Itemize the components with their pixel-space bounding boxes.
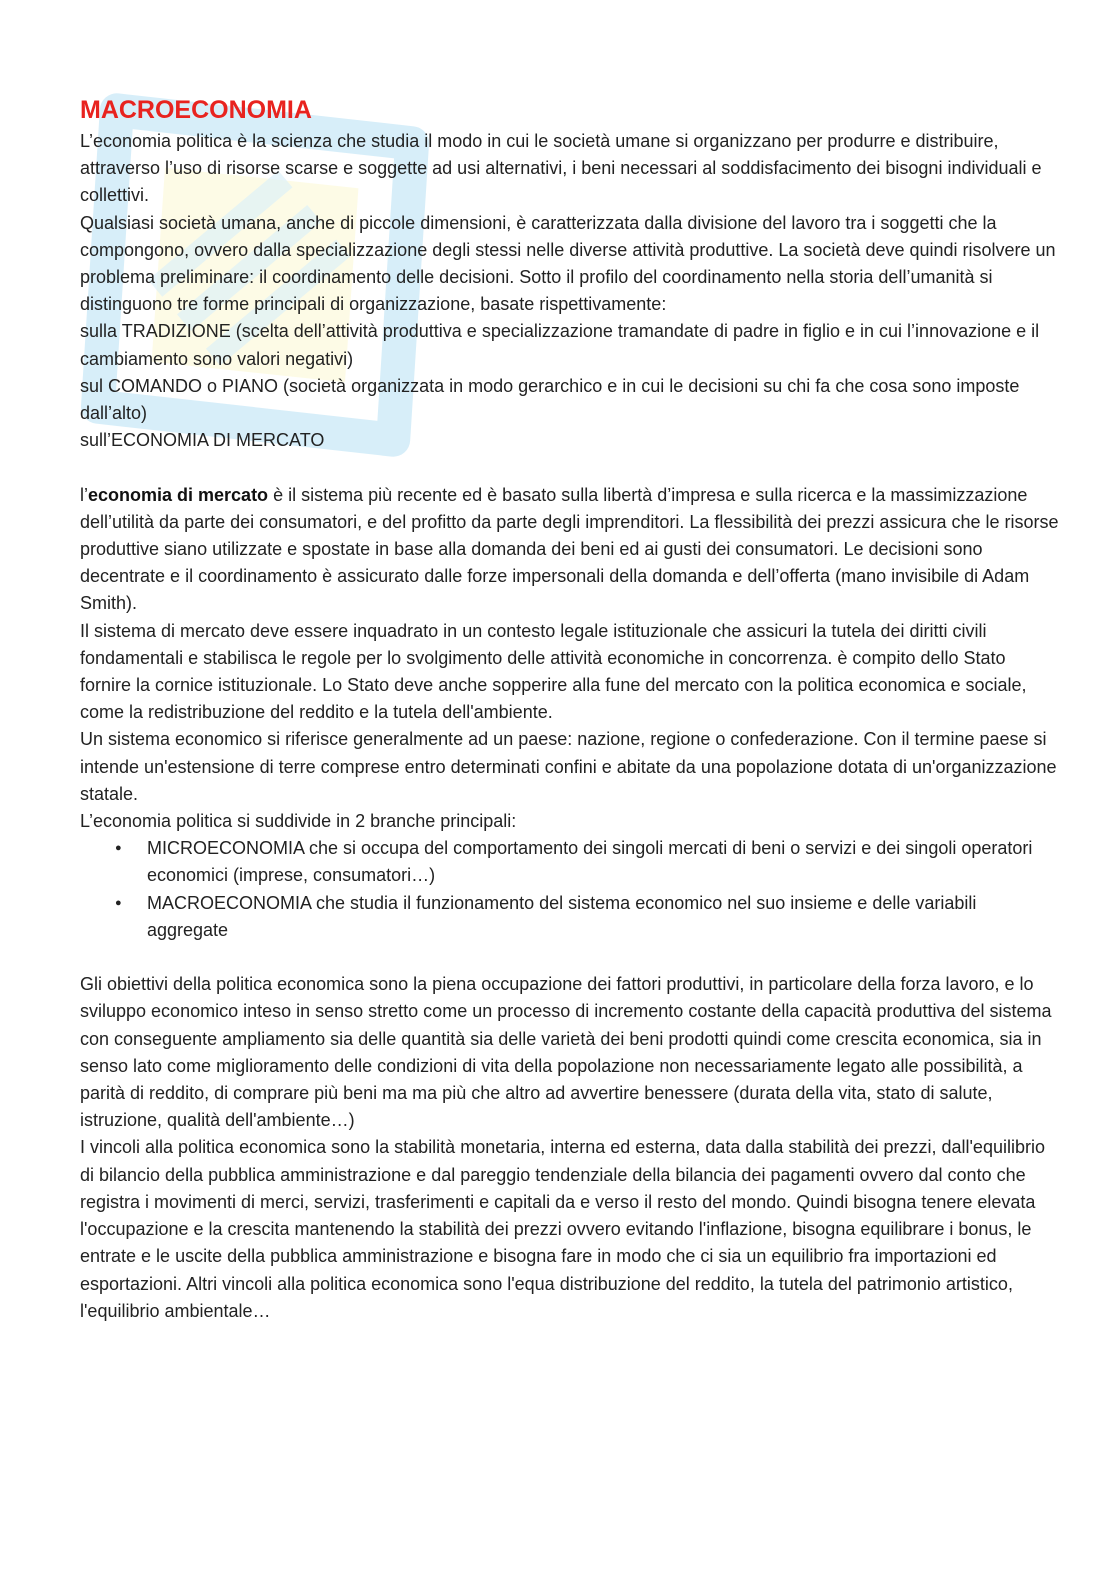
spacer <box>80 944 1060 971</box>
market-prefix: l’ <box>80 484 88 505</box>
paragraph-institutional-context: Il sistema di mercato deve essere inquadrato in un contesto legale istituzionale che assicuri la tutela dei diritti civili fondamentali e stabilisca le regole per lo svolgimento delle attività economiche in concorrenza. è compito dello Stato fornire la cornice istituzionale. Lo Stato deve anche sopperire alla fune del mercato con la politica economica e sociale, come la redistribuzione del reddito e la tutela dell'ambiente. <box>80 620 1027 723</box>
paragraph-policy-objectives: Gli obiettivi della politica economica sono la piena occupazione dei fattori produttivi, in particolare della forza lavoro, e lo sviluppo economico inteso in senso stretto come un processo di incremento costante della capacità produttiva del sistema con conseguente ampliamento sia delle quantità sia delle varietà dei beni prodotti quindi come crescita economica, sia in senso lato come miglioramento delle condizioni di vita della popolazione non necessariamente legato alle possibilità, a parità di reddito, di comprare più beni ma ma più che altro ad avvertire benessere (durata della vita, stato di salute, istruzione, qualità dell'ambiente…) <box>80 974 1052 1131</box>
document-page <box>80 92 1060 1325</box>
paragraph-branches-intro: L’economia politica si suddivide in 2 branche principali: <box>80 811 517 832</box>
paragraph-division-of-labour: Qualsiasi società umana, anche di piccole dimensioni, è caratterizzata dalla divisione del lavoro tra i soggetti che la compongono, ovvero dalla specializzazione degli stessi nelle diverse attività produttive. La società deve quindi risolvere un problema preliminare: il coordinamento delle decisioni. Sotto il profilo del coordinamento nella storia dell’umanità si distinguono tre forme principali di organizzazione, basate rispettivamente: <box>80 212 1056 315</box>
paragraph-market-economy <box>80 482 1060 618</box>
branches-list <box>80 835 1060 944</box>
page-title: MACROECONOMIA <box>80 96 312 124</box>
list-item-microeconomia: ● MICROECONOMIA che si occupa del comportamento dei singoli mercati di beni o servizi e dei singoli operatori economici (imprese, consumatori…) <box>147 835 1060 889</box>
organization-command: sul COMANDO o PIANO (società organizzata in modo gerarchico e in cui le decisioni su chi fa che cosa sono imposte dall’alto) <box>80 375 1020 424</box>
market-economy-term: economia di mercato <box>88 484 269 505</box>
market-description: è il sistema più recente ed è basato sulla libertà d’impresa e sulla ricerca e la massimizzazione dell’utilità da parte dei consumatori, e del profitto da parte degli imprenditori. La flessibilità dei prezzi assicura che le risorse produttive siano utilizzate e spostate in base alla domanda dei beni ed ai gusti dei consumatori. Le decisioni sono decentrate e il coordinamento è assicurato dalle forze impersonali della domanda e dell’offerta (mano invisibile di Adam Smith). <box>80 484 1059 614</box>
list-item-macroeconomia: ● MACROECONOMIA che studia il funzionamento del sistema economico nel suo insieme e delle variabili aggregate <box>147 890 1060 944</box>
paragraph-policy-constraints: I vincoli alla politica economica sono la stabilità monetaria, interna ed esterna, data dalla stabilità dei prezzi, dall'equilibrio di bilancio della pubblica amministrazione e dal pareggio tendenziale della bilancia dei pagamenti ovvero dal conto che registra i movimenti di merci, servizi, trasferimenti e capitali da e verso il resto del mondo. Quindi bisogna tenere elevata l'occupazione e la crescita mantenendo la stabilità dei prezzi ovvero evitando l'inflazione, bisogna equilibrare i bonus, le entrate e le uscite della pubblica amministrazione e bisogna fare in modo che ci sia un equilibrio fra importazioni ed esportazioni. Altri vincoli alla politica economica sono l'equa distribuzione del reddito, la tutela del patrimonio artistico, l'equilibrio ambientale… <box>80 1137 1045 1321</box>
organization-market: sull’ECONOMIA DI MERCATO <box>80 430 325 451</box>
paragraph-economic-system: Un sistema economico si riferisce generalmente ad un paese: nazione, regione o confederazione. Con il termine paese si intende un'estensione di terre comprese entro determinati confini e abitate da una popolazione dotata di un'organizzazione statale. <box>80 729 1057 804</box>
organization-tradition: sulla TRADIZIONE (scelta dell’attività produttiva e specializzazione tramandate di padre in figlio e in cui l’innovazione e il cambiamento sono valori negativi) <box>80 321 1040 369</box>
paragraph-definition: L’economia politica è la scienza che studia il modo in cui le società umane si organizzano per produrre e distribuire, attraverso l’uso di risorse scarse e soggette ad usi alternativi, i beni necessari al soddisfacimento dei bisogni individuali e collettivi. <box>80 131 1042 206</box>
spacer <box>80 454 1060 481</box>
